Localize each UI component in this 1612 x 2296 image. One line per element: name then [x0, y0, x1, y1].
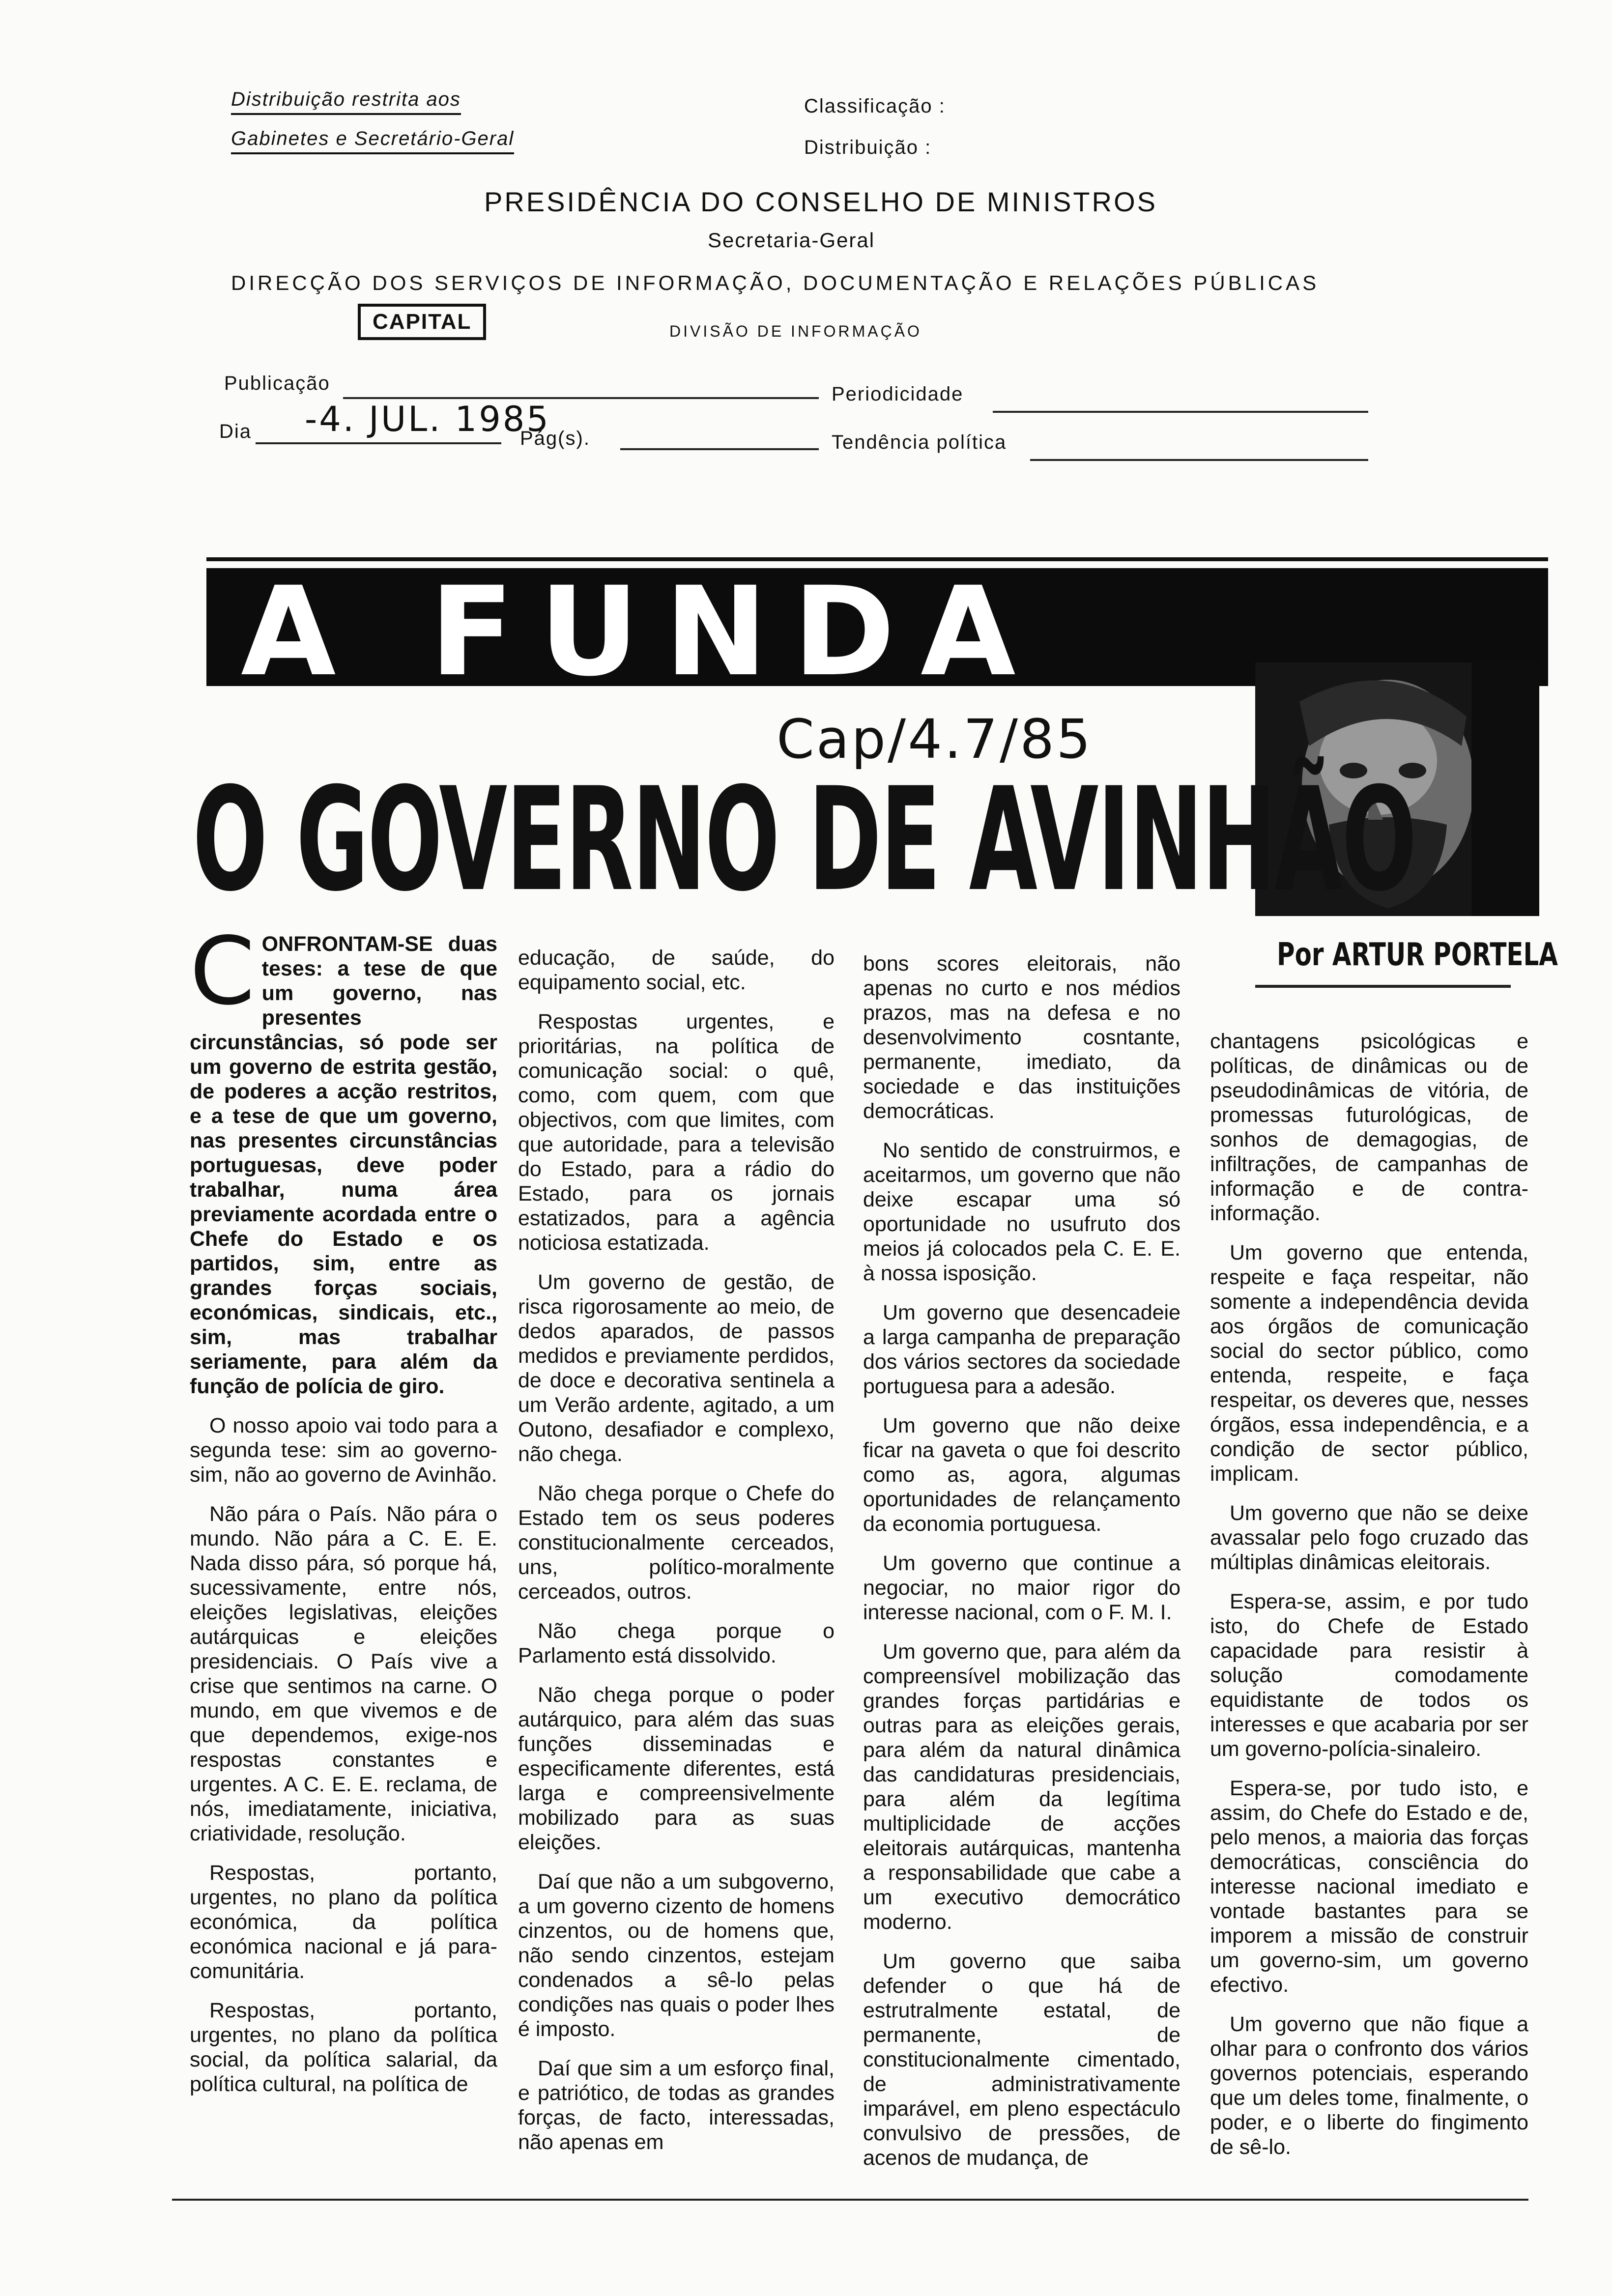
tendencia-label: Tendência política [832, 431, 1007, 453]
periodicidade-field-line [993, 411, 1368, 413]
restricted-distribution-line1: Distribuição restrita aos [231, 89, 461, 115]
restricted-distribution-line2: Gabinetes e Secretário-Geral [231, 129, 514, 154]
paragraph: Um governo que não se deixe avassalar pelo fogo cruzado das múltiplas dinâmicas eleitorais. [1210, 1501, 1528, 1574]
date-stamp: -4. JUL. 1985 [305, 399, 550, 439]
paragraph: Um governo que entenda, respeite e faça respeitar, não somente a independência devida aos órgãos de comunicação social do sector público, como entenda, respeite, e faça respeitar, os deveres que, nesses órgãos, essa independência, e a condição de sector público, implicam. [1210, 1241, 1528, 1486]
paragraph: chantagens psicológicas e políticas, de dinâmicas ou de pseudodinâmicas de vitória, de promessas futurológicas, de sonhos de demagogias, de infiltrações, de campanhas de informação e de contra-informação. [1210, 1030, 1528, 1225]
paragraph: Um governo que continue a negociar, no maior rigor do interesse nacional, com o F. M. I. [863, 1551, 1180, 1624]
paragraph: O nosso apoio vai todo para a segunda tese: sim ao governo-sim, não ao governo de Avinhão. [190, 1414, 497, 1487]
distribuicao-label: Distribuição : [804, 137, 932, 158]
divisao-informacao: DIVISÃO DE INFORMAÇÃO [669, 322, 922, 340]
dia-label: Dia [219, 421, 252, 442]
paragraph: Não pára o País. Não pára o mundo. Não pára a C. E. E. Nada disso pára, só porque há, sucessivamente, entre nós, eleições legislativas, eleições autárquicas e eleições presidenciais. O País vive a crise que sentimos na carne. O mundo, em que vivemos e de que dependemos, exige-nos respostas constantes e urgentes. A C. E. E. reclama, de nós, imediatamente, iniciativa, criatividade, resolução. [190, 1502, 497, 1845]
periodicidade-label: Periodicidade [832, 383, 964, 405]
paragraph: Espera-se, por tudo isto, e assim, do Chefe do Estado e de, pelo menos, a maioria das forças democráticas, consciência do interesse nacional imediato e vontade bastantes para se imporem a missão de construir um governo-sim, um governo efectivo. [1210, 1777, 1528, 1997]
paragraph: Um governo que desencadeie a larga campanha de preparação dos vários sectores da sociedade portuguesa para a adesão. [863, 1301, 1180, 1398]
article-column-2 [518, 946, 835, 2169]
tendencia-field-line [1030, 459, 1368, 461]
paragraph [190, 917, 497, 1399]
bottom-rule [172, 2199, 1528, 2201]
publication-stamp [358, 304, 486, 340]
paragraph: bons scores eleitorais, não apenas no curto e nos médios prazos, mas na defesa e no desenvolvimento cosntante, permanente, imediato, da sociedade e das instituições democráticas. [863, 952, 1180, 1123]
paragraph: Não chega porque o Parlamento está dissolvido. [518, 1619, 835, 1667]
article-title: O GOVERNO DE AVINHÃO [193, 757, 1416, 923]
section-title: A FUNDA [241, 560, 1041, 703]
paragraph: Não chega porque o poder autárquico, para além das suas funções disseminadas e especificamente diferentes, está larga e compreensivelmente mobilizado para as suas eleições. [518, 1683, 835, 1854]
paragraph: educação, de saúde, do equipamento social, etc. [518, 946, 835, 994]
article-column-4 [1210, 1029, 1528, 2174]
classificacao-label: Classificação : [804, 95, 946, 117]
stamp-text: CAPITAL [373, 310, 472, 334]
paragraph: Não chega porque o Chefe do Estado tem os seus poderes constitucionalmente cerceados, uns, político-moralmente cerceados, outros. [518, 1482, 835, 1604]
drop-cap: C [190, 917, 255, 1026]
direccao-servicos: DIRECÇÃO DOS SERVIÇOS DE INFORMAÇÃO, DOCUMENTAÇÃO E RELAÇÕES PÚBLICAS [231, 271, 1320, 294]
paragraph: Um governo que não deixe ficar na gaveta o que foi descrito como as, agora, algumas oportunidades de relançamento da economia portuguesa. [863, 1414, 1180, 1536]
secretaria-geral: Secretaria-Geral [708, 229, 875, 252]
paragraph: Daí que não a um subgoverno, a um governo cizento de homens cinzentos, ou de homens que, não sendo cinzentos, estejam condenados a sê-lo pelas condições nas quais o poder lhes é imposto. [518, 1870, 835, 2041]
dia-field-line [256, 442, 501, 444]
paragraph: Espera-se, assim, e por tudo isto, do Chefe de Estado capacidade para resistir à solução comodamente equidistante de todos os interesses e que acabaria por ser um governo-polícia-sinaleiro. [1210, 1590, 1528, 1761]
paragraph: Respostas, portanto, urgentes, no plano da política social, da política salarial, da política cultural, na política de [190, 1999, 497, 2096]
paragraph: Um governo que não fique a olhar para o confronto dos vários governos potenciais, esperando que um deles tome, finalmente, o poder, e o liberte do fingimento de sê-lo. [1210, 2012, 1528, 2159]
paragraph: Um governo de gestão, de risca rigorosamente ao meio, de dedos aparados, de passos medidos e previamente perdidos, de doce e decorativa sentinela a um Verão ardente, agitado, a um Outono, desafiador e complexo, não chega. [518, 1270, 835, 1466]
article-byline: Por ARTUR PORTELA [1277, 937, 1558, 973]
paragraph: Um governo que saiba defender o que há de estrutralmente estatal, de permanente, de constitucionalmente cimentado, de administrativamente imparável, em pleno espectáculo convulsivo de pressões, de acenos de mudança, de [863, 1950, 1180, 2170]
paragraph: No sentido de construirmos, e aceitarmos, um governo que não deixe escapar uma só oportunidade no usufruto dos meios já colocados pela C. E. E. à nossa isposição. [863, 1139, 1180, 1285]
presidencia-heading: PRESIDÊNCIA DO CONSELHO DE MINISTROS [484, 186, 1157, 217]
article-column-1 [190, 917, 497, 2111]
pags-label: Pág(s). [520, 428, 590, 449]
paragraph: Daí que sim a um esforço final, e patriótico, de todas as grandes forças, de facto, interessadas, não apenas em [518, 2057, 835, 2154]
publicacao-label: Publicação [224, 373, 330, 394]
handwritten-annotation: Cap/4.7/85 [777, 708, 1093, 771]
paragraph: Respostas urgentes, e prioritárias, na política de comunicação social: o quê, como, com quem, com que objectivos, com que limites, com que autoridade, para a televisão do Estado, para a rádio do Estado, para os jornais estatizados, para a agência noticiosa estatizada. [518, 1010, 835, 1255]
paragraph-text: ONFRONTAM-SE duas teses: a tese de que um governo, nas presentes circunstâncias, só pode ser um governo de estrita gestão, de poderes a acção restritos, e a tese de que um governo, nas presentes circunstâncias portuguesas, deve poder trabalhar, numa área previamente acordada entre o Chefe do Estado e os partidos, sim, entre as grandes forças sociais, económicas, sindicais, etc., sim, mas trabalhar seriamente, para além da função de polícia de giro. [190, 932, 497, 1398]
article-column-3 [863, 951, 1180, 2185]
paragraph: Respostas, portanto, urgentes, no plano da política económica, da política económica nacional e já para-comunitária. [190, 1861, 497, 1983]
pags-field-line [620, 448, 819, 450]
paragraph: Um governo que, para além da compreensível mobilização das grandes forças partidárias e outras para as eleições gerais, para além da natural dinâmica das candidaturas presidenciais, para além da legítima multiplicidade de acções eleitorais autárquicas, mantenha a responsabilidade que cabe a um executivo democrático moderno. [863, 1640, 1180, 1934]
byline-rule [1255, 985, 1511, 988]
